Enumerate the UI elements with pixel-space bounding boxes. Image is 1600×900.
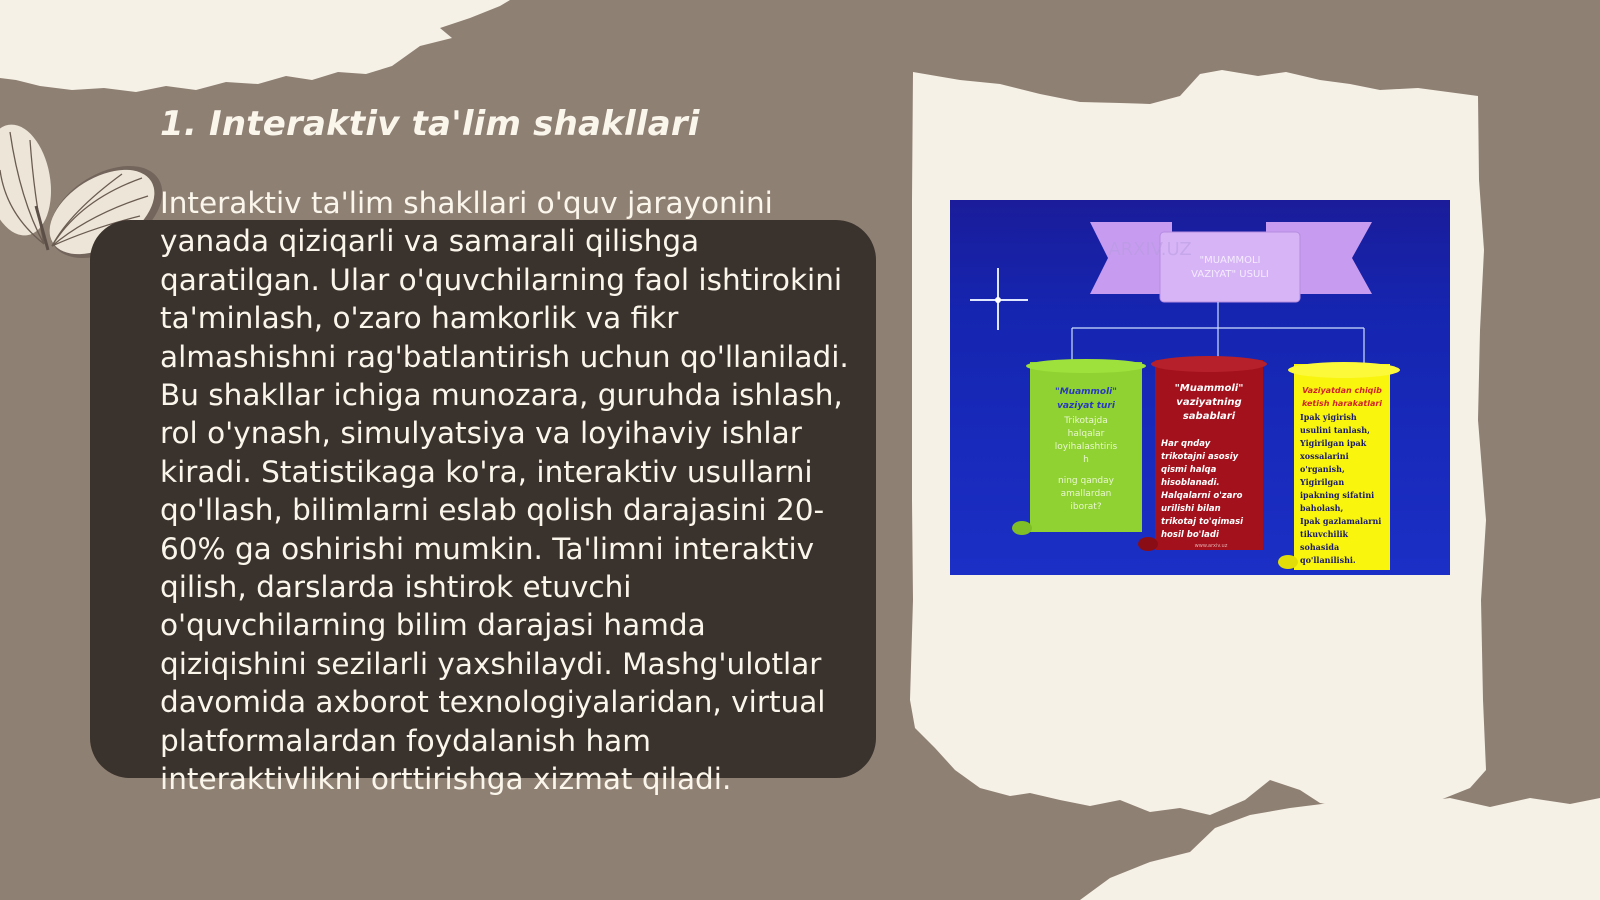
green-line-1: Trikotajda <box>1064 416 1108 426</box>
red-line-2: trikotajni asosiy <box>1161 452 1239 462</box>
red-head-2: vaziyatning <box>1176 397 1242 408</box>
yellow-head-2: ketish harakatlari <box>1301 399 1383 408</box>
yellow-head-1: Vaziyatdan chiqib <box>1302 386 1382 395</box>
yellow-line-6: Yigirilgan <box>1300 477 1345 487</box>
banner-line-2: VAZIYAT" USULI <box>1191 269 1269 280</box>
red-line-7: trikotaj to'qimasi <box>1161 517 1244 527</box>
green-line-7: iborat? <box>1070 502 1102 512</box>
red-line-6: urilishi bilan <box>1161 504 1221 514</box>
red-footer: www.arxiv.uz <box>1194 543 1228 549</box>
green-head-1: "Muammoli" <box>1055 387 1117 397</box>
red-line-1: Har qnday <box>1161 439 1211 449</box>
banner-line-1: "MUAMMOLI <box>1199 255 1261 266</box>
watermark: ARXIV.UZ <box>1108 239 1192 260</box>
green-head-2: vaziyat turi <box>1057 401 1115 411</box>
green-line-5: ning qanday <box>1058 476 1114 486</box>
green-line-3: loyihalashtiris <box>1054 442 1118 452</box>
yellow-line-1: Ipak yigirish <box>1300 412 1357 422</box>
red-head-3: sabablari <box>1182 411 1236 422</box>
title-banner <box>1090 222 1372 302</box>
yellow-line-8: baholash, <box>1300 503 1344 513</box>
red-line-4: hisoblanadi. <box>1161 478 1220 488</box>
yellow-line-5: o'rganish, <box>1300 464 1345 474</box>
yellow-line-9: Ipak gazlamalarni <box>1300 516 1382 526</box>
red-line-8: hosil bo'ladi <box>1161 530 1219 540</box>
yellow-line-4: xossalarini <box>1300 451 1349 461</box>
red-head-1: "Muammoli" <box>1174 383 1244 394</box>
scroll-green <box>1012 359 1146 535</box>
yellow-line-10: tikuvchilik <box>1300 529 1349 539</box>
red-line-3: qismi halqa <box>1161 465 1217 475</box>
green-line-2: halqalar <box>1067 429 1105 439</box>
scroll-yellow <box>1278 362 1400 570</box>
yellow-line-11: sohasida <box>1300 542 1340 552</box>
torn-paper-top-left <box>0 0 510 92</box>
slide-title: 1. Interaktiv ta'lim shakllari <box>160 104 700 144</box>
scroll-red <box>1138 356 1267 551</box>
slide-body-text: Interaktiv ta'lim shakllari o'quv jarayonini yanada qiziqarli va samarali qilishga qaratilgan. Ular o'quvchilarning faol ishtirokini ta'minlash, o'zaro hamkorlik va fikr almashishni rag'batlantirish uchun qo'llaniladi. Bu shakllar ichiga munozara, guruhda ishlash, rol o'ynash, simulyatsiya va loyihaviy ishlar kiradi. Statistikaga ko'ra, interaktiv usullarni qo'llash, bilimlarni eslab qolish darajasini 20-60% ga oshirishi mumkin. Ta'limni interaktiv qilish, darslarda ishtirok etuvchi o'quvchilarning bilim darajasi hamda qiziqishini sezilarli yaxshilaydi. Mashg'ulotlar davomida axborot texnologiyalaridan, virtual platformalardan foydalanish ham interaktivlikni orttirishga xizmat qiladi. <box>160 186 849 797</box>
diagram-image <box>950 200 1450 575</box>
yellow-line-2: usulini tanlash, <box>1300 425 1370 435</box>
green-line-6: amallardan <box>1060 489 1112 499</box>
green-line-4: h <box>1083 455 1089 465</box>
yellow-line-3: Yigirilgan ipak <box>1300 438 1367 448</box>
yellow-line-7: ipakning sifatini <box>1300 490 1375 500</box>
torn-paper-bottom-right <box>1080 798 1600 900</box>
yellow-line-12: qo'llanilishi. <box>1300 555 1356 565</box>
red-line-5: Halqalarni o'zaro <box>1161 491 1243 501</box>
